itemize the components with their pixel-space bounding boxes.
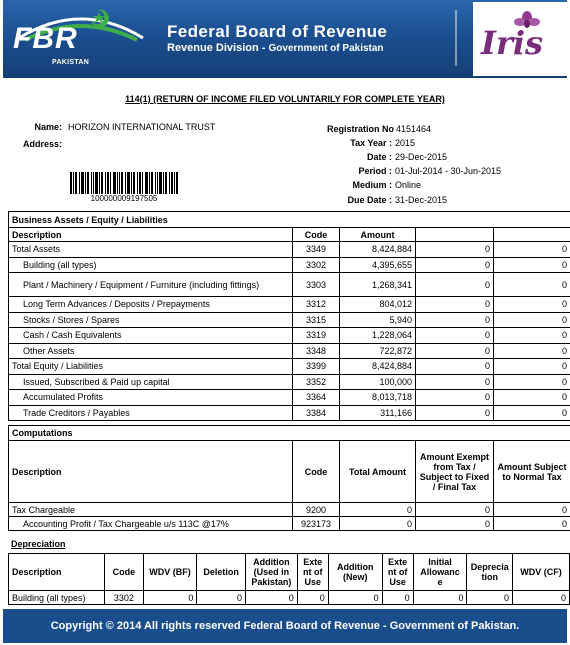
computations-header-exempt: Amount Exempt from Tax / Subject to Fixed / Final Tax	[416, 441, 494, 503]
registration-label: Registration No	[326, 124, 394, 134]
computations-header-normal: Amount Subject to Normal Tax	[494, 441, 570, 503]
assets-row	[9, 343, 570, 359]
depreciation-cell: 0	[467, 591, 513, 605]
depreciation-cell: 0	[328, 591, 382, 605]
fbr-logo-text: FBR	[13, 22, 78, 55]
medium-value: Online	[395, 180, 422, 190]
depreciation-cell: 0	[143, 591, 197, 605]
assets-cell-code: 3384	[293, 405, 340, 421]
assets-row	[9, 390, 570, 406]
computations-header-code: Code	[293, 441, 340, 503]
assets-cell-col4: 0	[416, 328, 494, 344]
header-title: Federal Board of Revenue	[167, 22, 388, 41]
depreciation-header-cell: Exte nt of Use	[297, 554, 328, 591]
header-banner	[3, 0, 567, 78]
subtitle-main: Revenue Division	[167, 42, 259, 54]
assets-cell-col4: 0	[416, 312, 494, 328]
assets-cell-code: 3302	[293, 257, 340, 273]
assets-cell-col4: 0	[416, 242, 494, 258]
header-subtitle	[167, 42, 384, 54]
computations-section-title: Computations	[9, 426, 570, 441]
computations-cell-code: 923173	[293, 517, 340, 531]
depreciation-header-cell: Addition (New)	[328, 554, 382, 591]
assets-cell-code: 3364	[293, 390, 340, 406]
depreciation-header-cell: Initial Allowanc e	[413, 554, 467, 591]
assets-cell-col5: 0	[494, 273, 570, 297]
period-value: 01-Jul-2014 - 30-Jun-2015	[395, 166, 502, 176]
computations-row	[9, 503, 570, 517]
assets-row	[9, 273, 570, 297]
computations-cell-exempt: 0	[416, 517, 494, 531]
assets-cell-description: Building (all types)	[9, 257, 293, 273]
assets-cell-description: Plant / Machinery / Equipment / Furniture (including fittings)	[9, 273, 293, 297]
computations-cell-normal: 0	[494, 503, 570, 517]
assets-header-amount: Amount	[340, 228, 416, 242]
assets-cell-amount: 8,424,884	[340, 242, 416, 258]
depreciation-cell: 0	[197, 591, 246, 605]
depreciation-cell: 0	[297, 591, 328, 605]
assets-cell-code: 3352	[293, 374, 340, 390]
assets-cell-amount: 8,424,884	[340, 359, 416, 375]
assets-header-col4	[416, 228, 494, 242]
subtitle-gov: Government of Pakistan	[268, 43, 384, 54]
assets-row	[9, 257, 570, 273]
fbr-logo-subtext: PAKISTAN	[52, 59, 90, 66]
depreciation-table	[8, 553, 570, 605]
date-label: Date :	[366, 152, 392, 162]
computations-cell-code: 9200	[293, 503, 340, 517]
depreciation-cell: 0	[246, 591, 298, 605]
assets-cell-description: Stocks / Stores / Spares	[9, 312, 293, 328]
assets-header-code: Code	[293, 228, 340, 242]
computations-cell-normal: 0	[494, 517, 570, 531]
computations-cell-total: 0	[340, 517, 416, 531]
tax-year-label: Tax Year :	[350, 138, 392, 148]
assets-row	[9, 405, 570, 421]
depreciation-header-cell: Code	[105, 554, 143, 591]
assets-row	[9, 359, 570, 375]
computations-table	[8, 425, 570, 531]
assets-cell-col5: 0	[494, 242, 570, 258]
depreciation-cell: 0	[413, 591, 467, 605]
depreciation-title: Depreciation	[11, 539, 66, 549]
assets-cell-col4: 0	[416, 273, 494, 297]
assets-cell-amount: 1,268,341	[340, 273, 416, 297]
assets-cell-description: Cash / Cash Equivalents	[9, 328, 293, 344]
assets-row	[9, 374, 570, 390]
assets-cell-code: 3312	[293, 297, 340, 313]
assets-cell-amount: 722,872	[340, 343, 416, 359]
depreciation-cell: 3302	[105, 591, 143, 605]
assets-cell-description: Issued, Subscribed & Paid up capital	[9, 374, 293, 390]
assets-cell-col4: 0	[416, 405, 494, 421]
period-label: Period :	[358, 166, 392, 176]
assets-cell-amount: 8,013,718	[340, 390, 416, 406]
depreciation-cell: 0	[382, 591, 413, 605]
assets-cell-description: Accumulated Profits	[9, 390, 293, 406]
assets-cell-code: 3315	[293, 312, 340, 328]
assets-row	[9, 297, 570, 313]
assets-cell-col5: 0	[494, 374, 570, 390]
computations-cell-total: 0	[340, 503, 416, 517]
depreciation-header-cell: Exte nt of Use	[382, 554, 413, 591]
assets-cell-description: Total Equity / Liabilities	[9, 359, 293, 375]
subtitle-dash: -	[261, 42, 266, 54]
assets-cell-code: 3303	[293, 273, 340, 297]
assets-cell-col4: 0	[416, 359, 494, 375]
depreciation-header-row	[9, 554, 570, 591]
depreciation-cell: 0	[513, 591, 570, 605]
depreciation-table-body	[9, 591, 570, 605]
footer-copyright: Copyright © 2014 All rights reserved Federal Board of Revenue - Government of Pakistan.	[50, 620, 520, 632]
assets-cell-col5: 0	[494, 297, 570, 313]
computations-header-total: Total Amount	[340, 441, 416, 503]
assets-cell-col5: 0	[494, 405, 570, 421]
computations-header-description: Description	[9, 441, 293, 503]
computations-row	[9, 517, 570, 531]
assets-row	[9, 328, 570, 344]
tax-year-value: 2015	[395, 138, 416, 148]
depreciation-header-cell: Addition (Used in Pakistan)	[246, 554, 298, 591]
assets-cell-amount: 311,166	[340, 405, 416, 421]
footer-bar	[3, 609, 567, 643]
registration-value: 4151464	[396, 124, 432, 134]
assets-table	[8, 211, 570, 421]
medium-label: Medium :	[352, 180, 392, 190]
name-value: HORIZON INTERNATIONAL TRUST	[68, 122, 216, 132]
assets-cell-description: Other Assets	[9, 343, 293, 359]
assets-cell-col5: 0	[494, 312, 570, 328]
depreciation-row	[9, 591, 570, 605]
assets-cell-col5: 0	[494, 328, 570, 344]
assets-cell-amount: 5,940	[340, 312, 416, 328]
iris-logo-text: Iris	[481, 24, 543, 62]
name-label: Name:	[34, 122, 62, 132]
assets-cell-amount: 4,395,655	[340, 257, 416, 273]
depreciation-header-cell: WDV (BF)	[143, 554, 197, 591]
assets-row	[9, 312, 570, 328]
computations-table-body	[9, 503, 570, 531]
assets-header-description: Description	[9, 228, 293, 242]
assets-cell-description: Trade Creditors / Payables	[9, 405, 293, 421]
barcode-number: 100000009197505	[90, 194, 158, 203]
barcode-image	[70, 172, 178, 194]
assets-cell-col4: 0	[416, 257, 494, 273]
assets-cell-amount: 1,228,064	[340, 328, 416, 344]
computations-cell-description: Tax Chargeable	[9, 503, 293, 517]
assets-cell-description: Long Term Advances / Deposits / Prepayments	[9, 297, 293, 313]
assets-cell-code: 3348	[293, 343, 340, 359]
depreciation-header-cell: Deletion	[197, 554, 246, 591]
address-label: Address:	[22, 139, 62, 149]
depreciation-header-cell: Description	[9, 554, 105, 591]
assets-cell-code: 3319	[293, 328, 340, 344]
assets-cell-col4: 0	[416, 297, 494, 313]
assets-cell-description: Total Assets	[9, 242, 293, 258]
assets-cell-col4: 0	[416, 390, 494, 406]
assets-header-col5	[494, 228, 570, 242]
assets-cell-code: 3399	[293, 359, 340, 375]
computations-cell-exempt: 0	[416, 503, 494, 517]
due-date-label: Due Date :	[347, 195, 392, 205]
due-date-value: 31-Dec-2015	[395, 195, 448, 205]
assets-cell-col5: 0	[494, 390, 570, 406]
computations-cell-description: Accounting Profit / Tax Chargeable u/s 113C @17%	[9, 517, 293, 531]
assets-section-title: Business Assets / Equity / Liabilities	[9, 212, 570, 228]
assets-table-body	[9, 242, 570, 421]
assets-cell-code: 3349	[293, 242, 340, 258]
assets-cell-col5: 0	[494, 343, 570, 359]
depreciation-header-cell: WDV (CF)	[513, 554, 570, 591]
assets-cell-col4: 0	[416, 343, 494, 359]
assets-row	[9, 242, 570, 258]
assets-cell-col5: 0	[494, 359, 570, 375]
assets-cell-amount: 100,000	[340, 374, 416, 390]
assets-cell-col5: 0	[494, 257, 570, 273]
form-title: 114(1) (RETURN OF INCOME FILED VOLUNTARILY FOR COMPLETE YEAR)	[125, 94, 445, 104]
date-value: 29-Dec-2015	[395, 152, 448, 162]
header-divider	[455, 10, 457, 66]
assets-cell-amount: 804,012	[340, 297, 416, 313]
assets-cell-col4: 0	[416, 374, 494, 390]
depreciation-cell: Building (all types)	[9, 591, 105, 605]
depreciation-header-cell: Deprecia tion	[467, 554, 513, 591]
